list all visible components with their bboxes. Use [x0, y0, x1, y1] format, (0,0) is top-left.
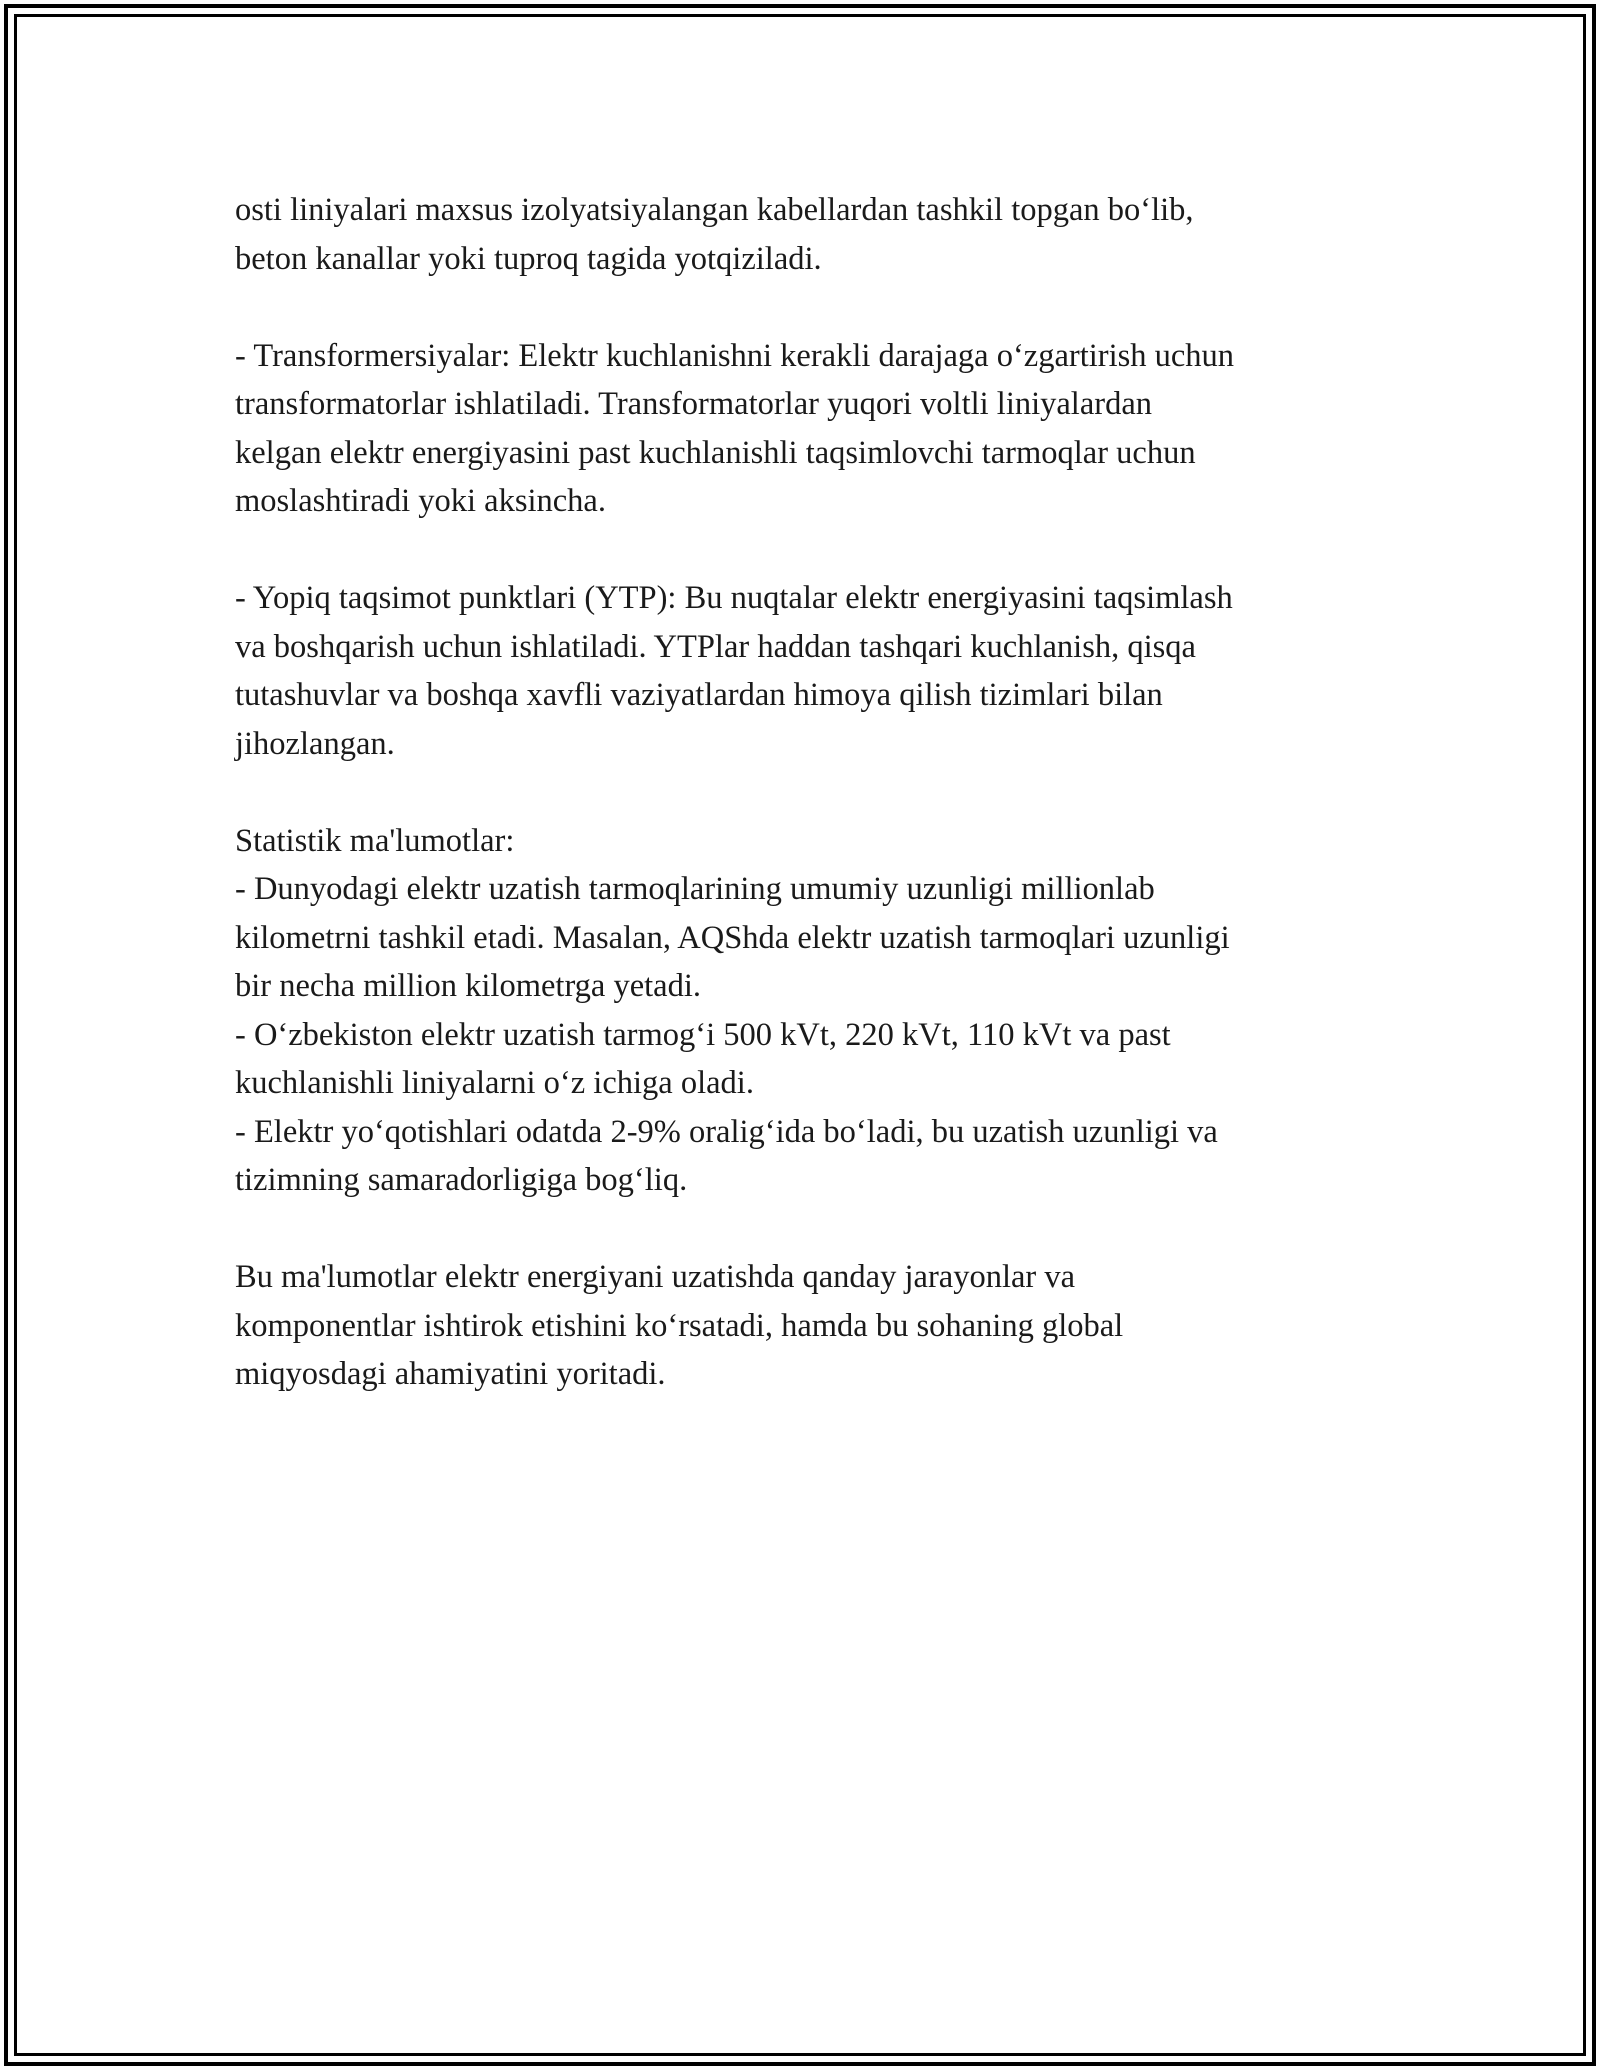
- text-line: jihozlangan.: [235, 725, 395, 762]
- text-line: beton kanallar yoki tuproq tagida yotqiziladi.: [235, 240, 822, 277]
- paragraph-distribution-points: [235, 574, 1395, 768]
- text-line: - Elektr yo‘qotishlari odatda 2-9% oralig‘ida bo‘ladi, bu uzatish uzunligi va: [235, 1113, 1218, 1150]
- text-line: kilometrni tashkil etadi. Masalan, AQShda elektr uzatish tarmoqlari uzunligi: [235, 919, 1230, 956]
- text-line: kelgan elektr energiyasini past kuchlanishli taqsimlovchi tarmoqlar uchun: [235, 434, 1196, 471]
- text-line: tizimning samaradorligiga bog‘liq.: [235, 1162, 688, 1198]
- text-line: komponentlar ishtirok etishini ko‘rsatadi, hamda bu sohaning global: [235, 1307, 1124, 1344]
- text-line: - O‘zbekiston elektr uzatish tarmog‘i 500 kVt, 220 kVt, 110 kVt va past: [235, 1016, 1171, 1053]
- text-line: bir necha million kilometrga yetadi.: [235, 968, 702, 1004]
- text-line: va boshqarish uchun ishlatiladi. YTPlar haddan tashqari kuchlanish, qisqa: [235, 628, 1196, 665]
- text-line: moslashtiradi yoki aksincha.: [235, 483, 606, 519]
- text-line: tutashuvlar va boshqa xavfli vaziyatlardan himoya qilish tizimlari bilan: [235, 677, 1163, 713]
- document-body: [235, 186, 1395, 1399]
- text-line: transformatorlar ishlatiladi. Transformatorlar yuqori voltli liniyalardan: [235, 386, 1153, 422]
- text-line: miqyosdagi ahamiyatini yoritadi.: [235, 1356, 666, 1392]
- text-line: osti liniyalari maxsus izolyatsiyalangan kabellardan tashkil topgan bo‘lib,: [235, 192, 1194, 228]
- statistics-heading: Statistik ma'lumotlar:: [235, 822, 515, 859]
- paragraph-conclusion: [235, 1253, 1395, 1399]
- text-line: - Dunyodagi elektr uzatish tarmoqlarining umumiy uzunligi millionlab: [235, 871, 1155, 907]
- text-line: - Transformersiyalar: Elektr kuchlanishni kerakli darajaga o‘zgartirish uchun: [235, 337, 1235, 374]
- text-line: - Yopiq taqsimot punktlari (YTP): Bu nuqtalar elektr energiyasini taqsimlash: [235, 580, 1233, 616]
- text-line: Bu ma'lumotlar elektr energiyani uzatishda qanday jarayonlar va: [235, 1259, 1076, 1295]
- paragraph-statistics: [235, 817, 1395, 1205]
- paragraph-transformer-stations: [235, 332, 1395, 526]
- paragraph-underground-cables: [235, 186, 1395, 283]
- text-line: kuchlanishli liniyalarni o‘z ichiga oladi.: [235, 1065, 754, 1101]
